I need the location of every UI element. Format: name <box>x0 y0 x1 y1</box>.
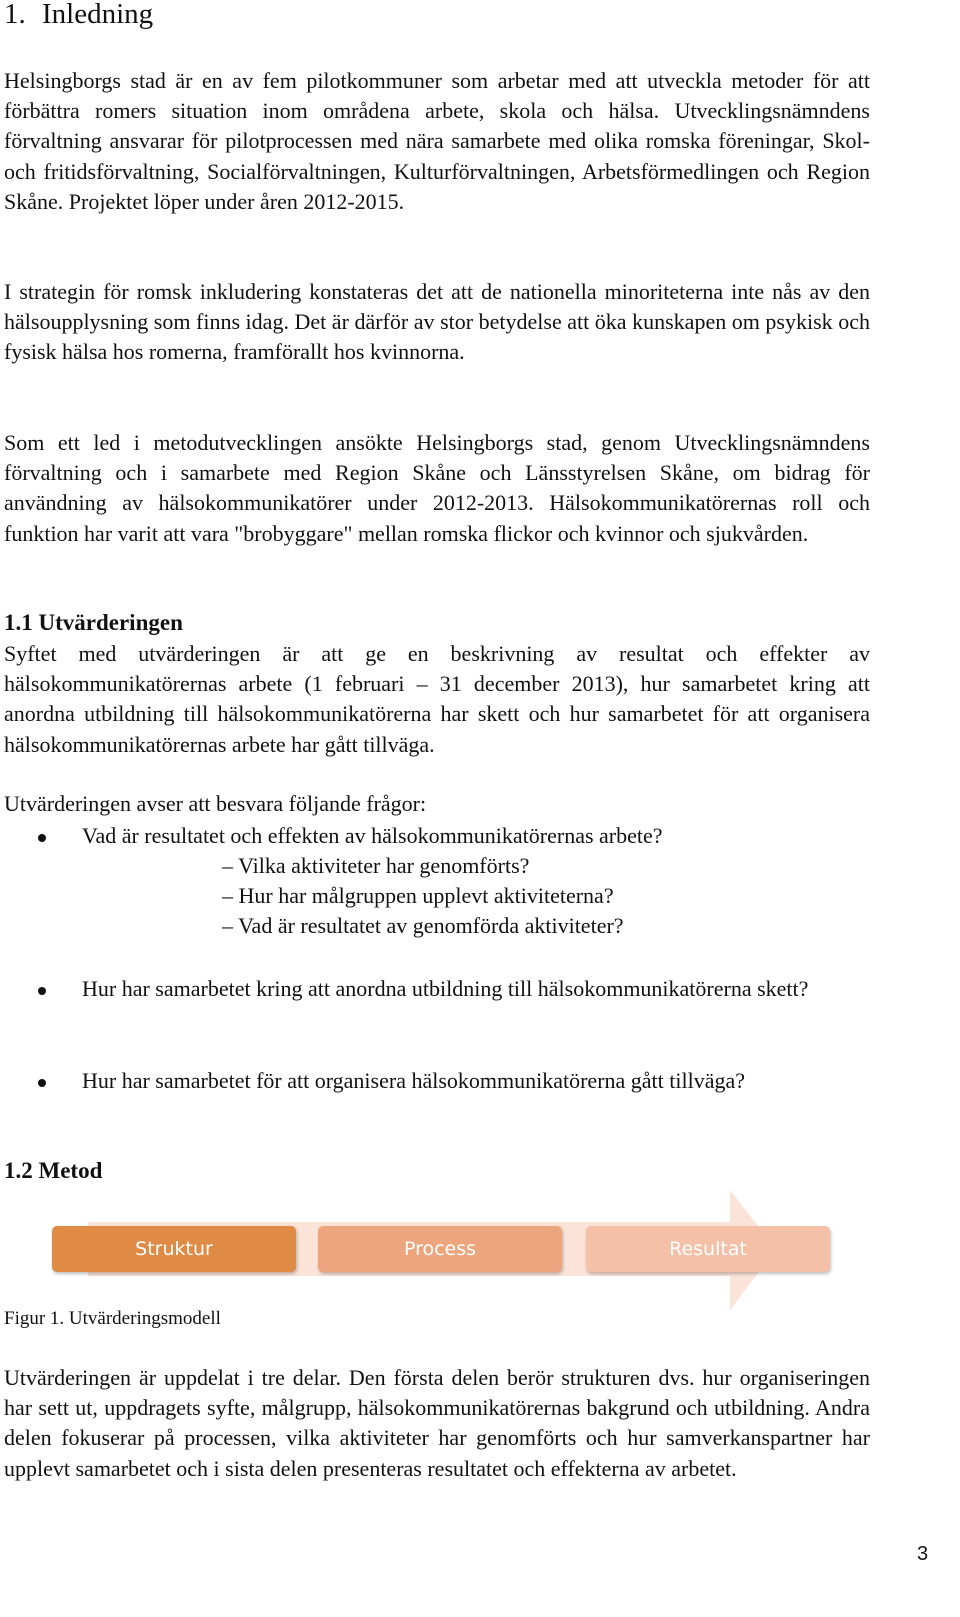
question-text: Hur har samarbetet kring att anordna utbildning till hälsokommunikatörerna skett? <box>82 976 809 1001</box>
sub-question: – Hur har målgruppen upplevt aktiviteterna? <box>222 883 614 908</box>
step-box-resultat <box>586 1226 830 1272</box>
figure-caption: Figur 1. Utvärderingsmodell <box>4 1308 221 1329</box>
question-text: Hur har samarbetet för att organisera hälsokommunikatörerna gått tillväga? <box>82 1068 746 1093</box>
section-heading-utvarderingen: 1.1 Utvärderingen <box>4 610 183 635</box>
bullet-icon <box>38 987 46 995</box>
chapter-title: Inledning <box>42 0 154 30</box>
question-text: Vad är resultatet och effekten av hälsokommunikatörernas arbete? <box>82 823 663 848</box>
utvarderingen-paragraph: Syftet med utvärderingen är att ge en beskrivning av resultat och effekter av hälsokommunikatörernas arbete (1 februari – 31 december 2013), hur samarbetet kring att anordna utbildning till hälsokommunikatörerna har skett och hur samarbetet för att organisera hälsokommunikatörernas arbete har gått tillväga. <box>4 641 870 757</box>
chapter-number: 1. <box>4 0 26 30</box>
intro-paragraph-3: Som ett led i metodutvecklingen ansökte Helsingborgs stad, genom Utvecklingsnämndens förvaltning och i samarbete med Region Skåne och Länsstyrelsen Skåne, om bidrag för användning av hälsokommunikatörer under 2012-2013. Hälsokommunikatörernas roll och funktion har varit att vara "brobyggare" mellan romska flickor och kvinnor och sjukvården. <box>4 430 870 546</box>
bullet-icon <box>38 1079 46 1087</box>
bullet-icon <box>38 834 46 842</box>
step-box-struktur <box>52 1226 296 1272</box>
chapter-heading <box>4 0 153 32</box>
evaluation-model-diagram <box>50 1186 850 1316</box>
sub-question: – Vad är resultatet av genomförda aktiviteter? <box>222 913 624 938</box>
metod-paragraph: Utvärderingen är uppdelat i tre delar. Den första delen berör strukturen dvs. hur organiseringen har sett ut, uppdragets syfte, målgrupp, hälsokommunikatörernas bakgrund och utbildning. Andra delen fokuserar på processen, vilka aktiviteter har genomförts och hur samverkanspartner har upplevt samarbetet och i sista delen presenteras resultatet och effekterna av arbetet. <box>4 1365 870 1481</box>
intro-paragraph-1: Helsingborgs stad är en av fem pilotkommuner som arbetar med att utveckla metoder för att förbättra romers situation inom områdena arbete, skola och hälsa. Utvecklingsnämndens förvaltning ansvarar för pilotprocessen med nära samarbete med olika romska föreningar, Skol- och fritidsförvaltning, Socialförvaltningen, Kulturförvaltningen, Arbetsförmedlingen och Region Skåne. Projektet löper under åren 2012-2015. <box>4 68 870 214</box>
questions-intro: Utvärderingen avser att besvara följande frågor: <box>4 791 427 816</box>
sub-question: – Vilka aktiviteter har genomförts? <box>222 853 530 878</box>
step-box-process <box>318 1226 562 1272</box>
step-label: Process <box>403 1238 477 1260</box>
section-heading-metod: 1.2 Metod <box>4 1158 103 1183</box>
intro-paragraph-2: I strategin för romsk inkludering konstateras det att de nationella minoriteterna inte nås av den hälsoupplysning som finns idag. Det är därför av stor betydelse att öka kunskapen om psykisk och fysisk hälsa hos romerna, framförallt hos kvinnorna. <box>4 279 870 365</box>
page-number: 3 <box>917 1543 929 1565</box>
step-label: Struktur <box>135 1238 213 1260</box>
step-label: Resultat <box>669 1238 747 1260</box>
